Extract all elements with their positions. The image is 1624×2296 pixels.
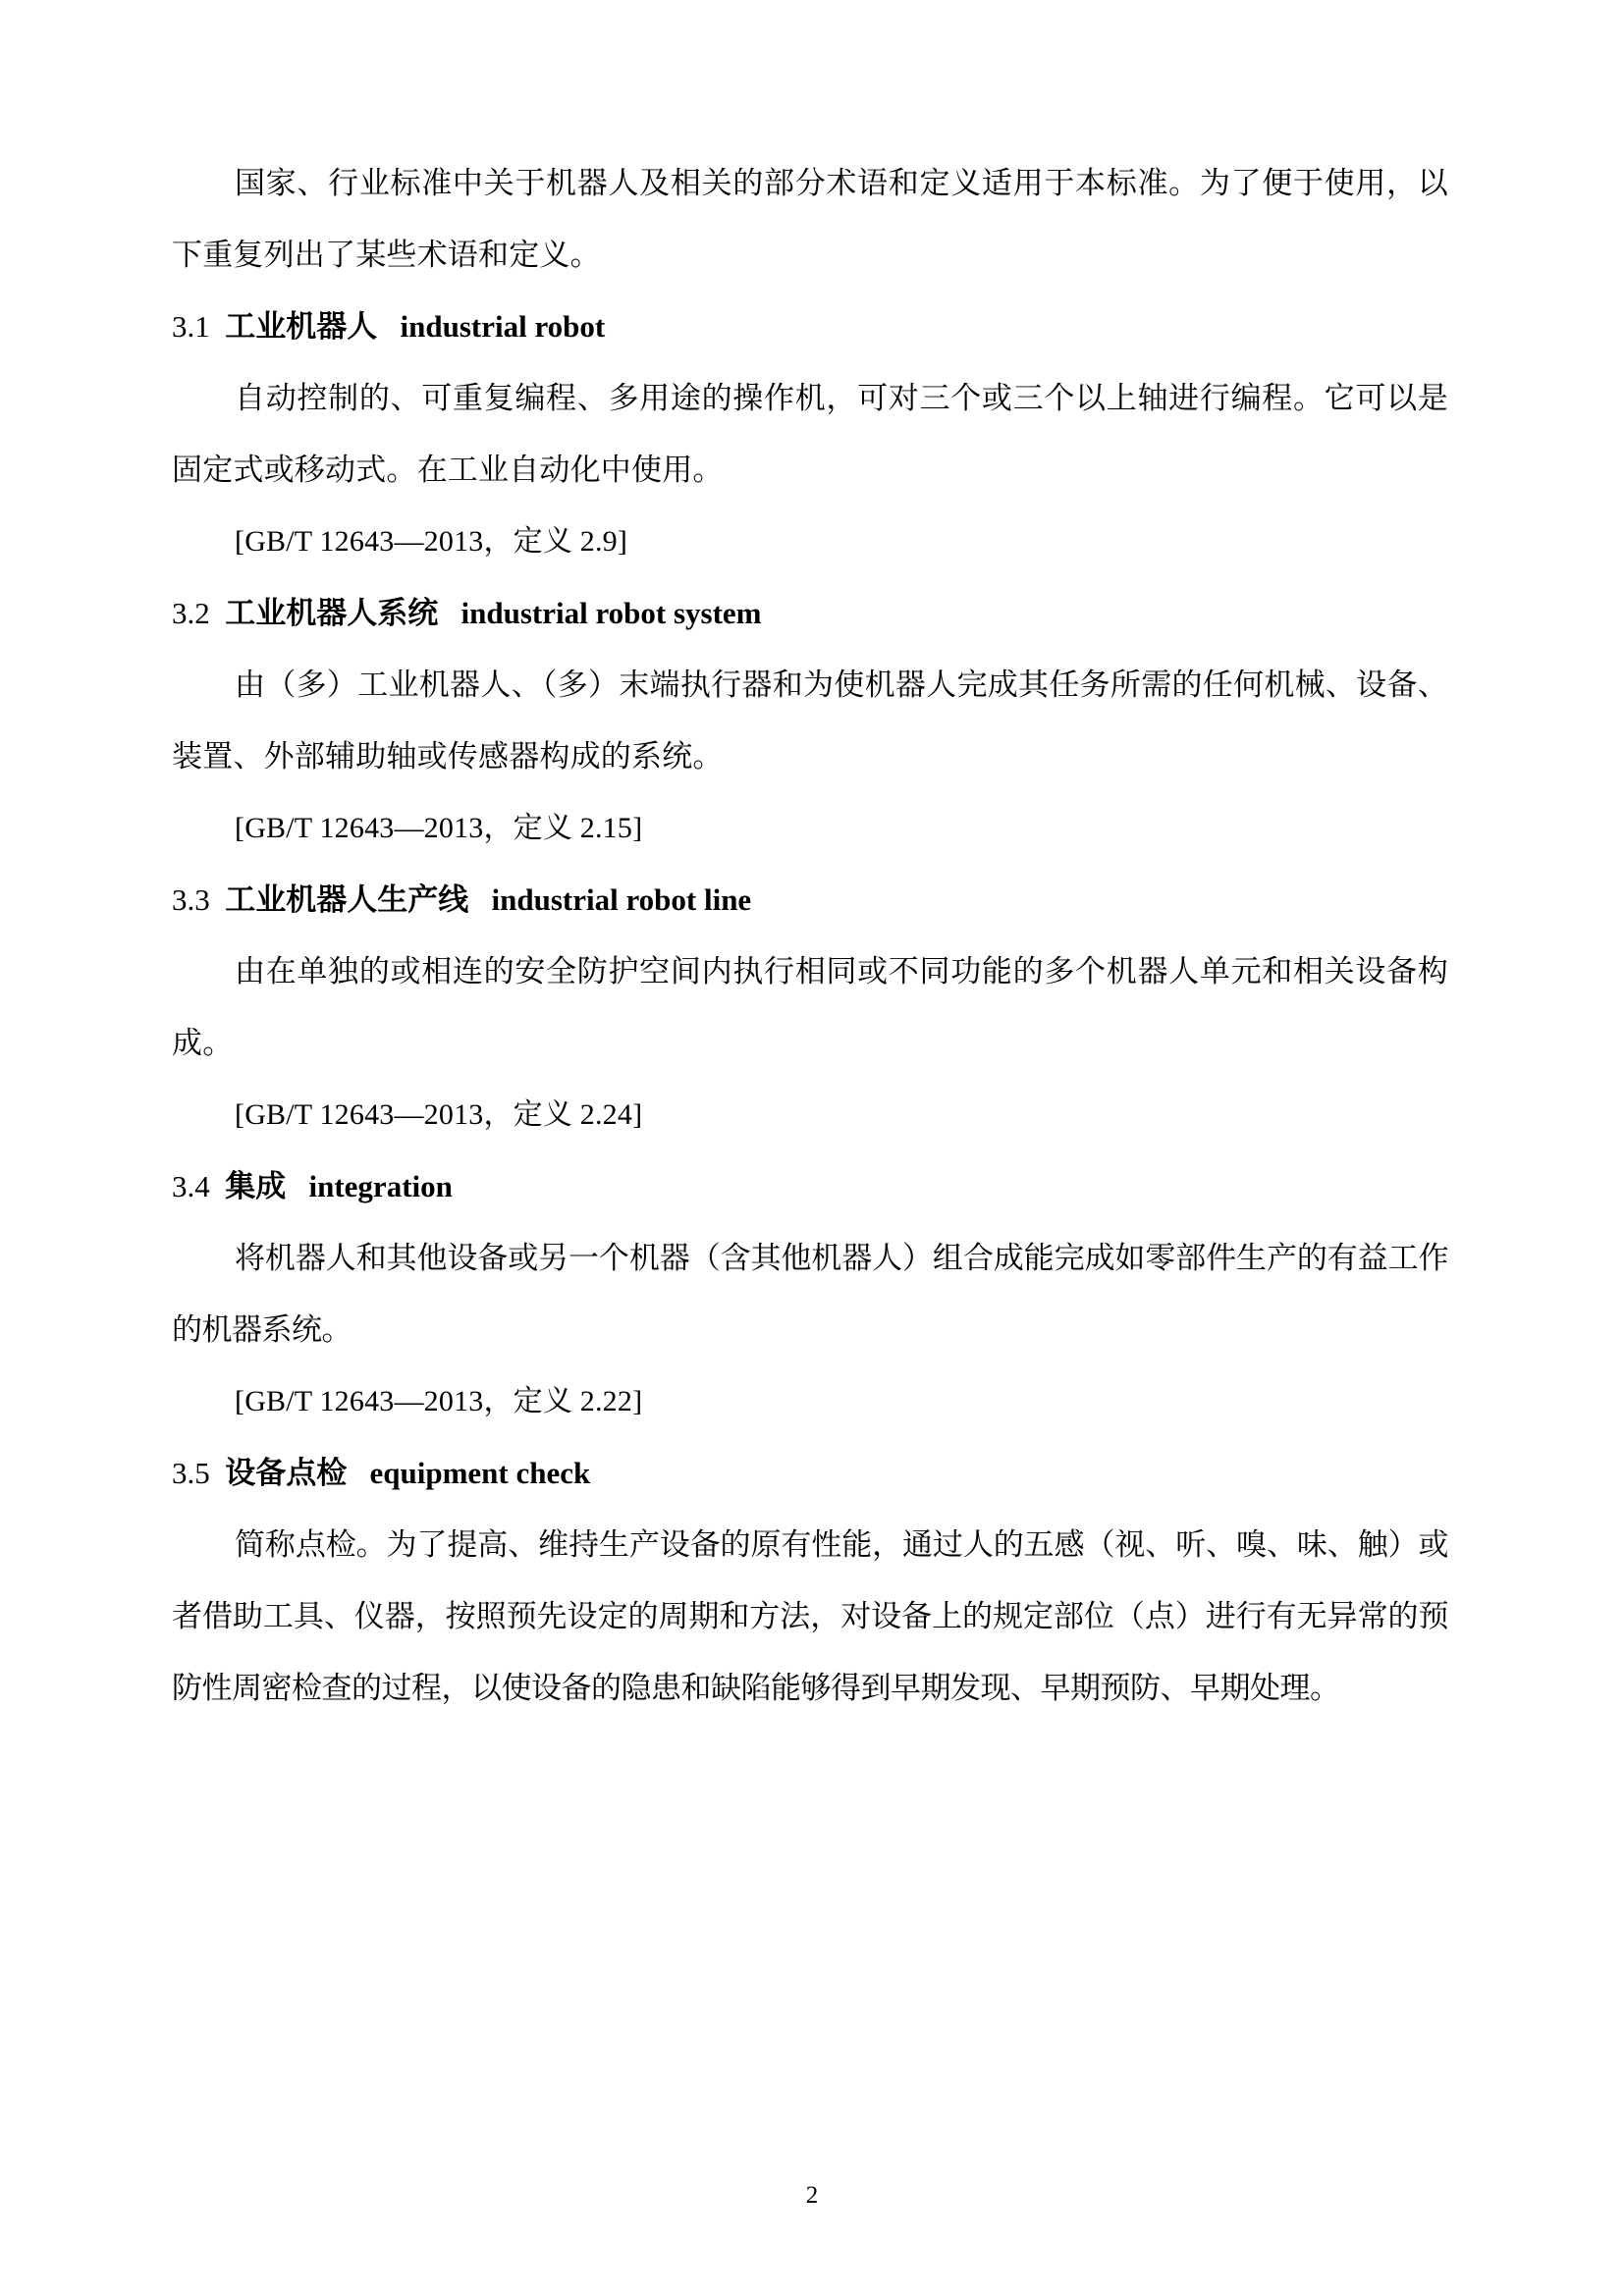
term-name-en: industrial robot xyxy=(400,309,606,344)
term-name-en: industrial robot line xyxy=(491,882,752,917)
term-number: 3.5 xyxy=(172,1456,210,1490)
term-name-en: equipment check xyxy=(369,1456,591,1490)
term-entry-3-3 xyxy=(172,864,1448,1150)
term-name-cn: 工业机器人生产线 xyxy=(225,882,469,917)
term-reference-3-2: [GB/T 12643—2013，定义 2.15] xyxy=(235,812,643,844)
term-name-en: integration xyxy=(308,1169,453,1203)
term-entry-3-5 xyxy=(172,1437,1448,1724)
term-body-3-2: 由（多）工业机器人、（多）末端执行器和为使机器人完成其任务所需的任何机械、设备、装置、外部辅助轴或传感器构成的系统。 xyxy=(172,667,1448,774)
term-heading-3-4 xyxy=(172,1150,1448,1222)
page-content xyxy=(172,147,1448,1724)
term-heading-3-3 xyxy=(172,864,1448,935)
term-body-3-4: 将机器人和其他设备或另一个机器（含其他机器人）组合成能完成如零部件生产的有益工作的机器系统。 xyxy=(172,1241,1448,1347)
term-name-cn: 集成 xyxy=(225,1169,287,1203)
intro-paragraph: 国家、行业标准中关于机器人及相关的部分术语和定义适用于本标准。为了便于使用，以下重复列出了某些术语和定义。 xyxy=(172,166,1448,272)
term-reference-3-4: [GB/T 12643—2013，定义 2.22] xyxy=(235,1385,643,1417)
term-entry-3-1 xyxy=(172,291,1448,577)
term-name-cn: 工业机器人 xyxy=(225,309,378,344)
term-body-3-5: 简称点检。为了提高、维持生产设备的原有性能，通过人的五感（视、听、嗅、味、触）或者借助工具、仪器，按照预先设定的周期和方法，对设备上的规定部位（点）进行有无异常的预防性周密检查的过程，以使设备的隐患和缺陷能够得到早期发现、早期预防、早期处理。 xyxy=(172,1527,1448,1705)
term-body-3-1: 自动控制的、可重复编程、多用途的操作机，可对三个或三个以上轴进行编程。它可以是固定式或移动式。在工业自动化中使用。 xyxy=(172,381,1448,487)
term-number: 3.4 xyxy=(172,1169,210,1203)
term-number: 3.1 xyxy=(172,309,210,344)
term-number: 3.3 xyxy=(172,882,210,917)
term-heading-3-1 xyxy=(172,291,1448,362)
term-name-en: industrial robot system xyxy=(460,596,762,630)
term-heading-3-5 xyxy=(172,1437,1448,1509)
term-name-cn: 工业机器人系统 xyxy=(225,596,439,630)
term-number: 3.2 xyxy=(172,596,210,630)
term-body-3-3: 由在单独的或相连的安全防护空间内执行相同或不同功能的多个机器人单元和相关设备构成。 xyxy=(172,954,1448,1060)
term-reference-3-3: [GB/T 12643—2013，定义 2.24] xyxy=(235,1098,643,1131)
term-heading-3-2 xyxy=(172,577,1448,649)
page-number: 2 xyxy=(805,2182,819,2209)
term-entry-3-2 xyxy=(172,577,1448,864)
term-name-cn: 设备点检 xyxy=(225,1456,348,1490)
term-reference-3-1: [GB/T 12643—2013，定义 2.9] xyxy=(235,525,628,558)
term-entry-3-4 xyxy=(172,1150,1448,1437)
